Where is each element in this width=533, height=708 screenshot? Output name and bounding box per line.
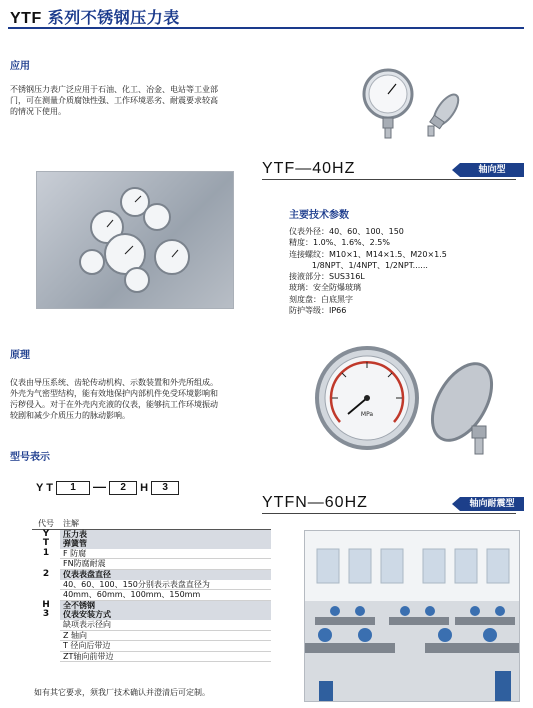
- row-code: [32, 620, 60, 630]
- principle-heading: 原理: [10, 350, 30, 361]
- row-desc: 40mm、60mm、100mm、150mm: [60, 590, 271, 601]
- product-40hz-rule: [262, 179, 516, 180]
- product-60hz-name: YTFN—60HZ: [262, 494, 368, 511]
- row-desc: 压力表: [60, 529, 271, 539]
- code-box-3: 3: [151, 481, 179, 495]
- row-desc: 40、60、100、150分别表示表盘直径为: [60, 580, 271, 590]
- product-60hz-tag-tail: [452, 497, 460, 511]
- table-row: [32, 559, 271, 570]
- table-header-row: [32, 519, 271, 529]
- code-box-2: 2: [109, 481, 137, 495]
- table-row: [32, 651, 271, 662]
- principle-line: 外壳为气密型结构，能有效地保护内部机件免受环境影响和: [10, 389, 218, 398]
- row-code: Y: [42, 528, 50, 539]
- product-40hz-tag: 轴向型: [460, 163, 524, 177]
- table-row: [32, 620, 271, 630]
- gauge-40hz-photo: [358, 66, 478, 146]
- model-code-heading: 型号表示: [10, 452, 50, 463]
- header-code: 代号: [38, 519, 54, 528]
- product-40hz-name: YTF—40HZ: [262, 160, 356, 177]
- row-desc: T 径向后带边: [60, 641, 271, 652]
- spec-line: 玻璃：安全防爆玻璃: [289, 283, 361, 293]
- spec-line: 接液部分：SUS316L: [289, 272, 365, 282]
- application-heading: 应用: [10, 61, 30, 72]
- row-desc: 仪表安装方式: [60, 610, 271, 620]
- spec-line: 1/8NPT、1/4NPT、1/2NPT......: [289, 260, 428, 270]
- model-code-table: [32, 519, 271, 662]
- model-code-formula: [36, 479, 179, 495]
- title-rule: [8, 27, 524, 29]
- principle-line: 较剧和减少介质压力的脉动影响。: [10, 411, 130, 420]
- table-row: [32, 600, 271, 610]
- row-desc: Z 轴向: [60, 630, 271, 641]
- title-model: YTF: [10, 10, 42, 27]
- factory-photo: [304, 530, 520, 702]
- row-desc: 全不锈钢: [60, 600, 271, 610]
- code-prefix: Y T: [36, 482, 53, 494]
- specs-heading: 主要技术参数: [289, 210, 349, 221]
- product-60hz-tag: 轴向耐震型: [460, 497, 524, 511]
- row-code: 3: [42, 609, 50, 620]
- code-h: H: [140, 482, 149, 494]
- spec-line: 连接螺纹：M10×1、M14×1.5、M20×1.5: [289, 249, 447, 259]
- code-dash: —: [93, 479, 107, 494]
- table-row: [32, 549, 271, 559]
- application-line: 的情况下使用。: [10, 107, 66, 116]
- gauge-60hz-illustration: [312, 340, 512, 465]
- spec-line: 刻度盘：白底黑字: [289, 294, 353, 304]
- principle-line: 仪表由导压系统、齿轮传动机构、示数装置和外壳所组成。: [10, 378, 218, 387]
- row-code: [32, 559, 60, 570]
- row-code: T: [42, 538, 50, 549]
- code-box-1: 1: [56, 481, 90, 495]
- product-60hz-rule: [262, 513, 516, 514]
- product-40hz-tag-tail: [452, 163, 460, 177]
- spec-line: 防护等级：IP66: [289, 306, 347, 316]
- spec-line: 仪表外径：40、60、100、150: [289, 227, 404, 236]
- application-line: 门，可在测量介质腐蚀性强、工作环境恶劣、耐震要求较高: [10, 96, 218, 105]
- spec-line: 精度：1.0%、1.6%、2.5%: [289, 238, 390, 248]
- row-desc: ZT轴向前带边: [60, 651, 271, 662]
- table-row: [32, 539, 271, 549]
- table-row: [32, 569, 271, 579]
- row-code: H: [42, 599, 50, 610]
- principle-body: [10, 377, 270, 421]
- row-code: [32, 641, 60, 652]
- table-row: [32, 610, 271, 620]
- row-desc: 弹簧管: [60, 539, 271, 549]
- title-text: 系列不锈钢压力表: [47, 8, 180, 27]
- row-desc: F 防腐: [60, 549, 271, 559]
- row-desc: 仪表表盘直径: [60, 569, 271, 579]
- row-code: 1: [42, 548, 50, 559]
- factory-illustration: [305, 531, 519, 701]
- footnote: 如有其它要求，须我厂技术确认并澄清后可定制。: [34, 688, 210, 697]
- header-desc: 注解: [63, 519, 79, 528]
- table-row: [32, 580, 271, 590]
- row-code: [32, 630, 60, 641]
- table-row: [32, 630, 271, 641]
- table-row: [32, 590, 271, 601]
- application-body: [10, 84, 260, 117]
- gauge-60hz-photo: [312, 340, 512, 465]
- gauge-group-illustration: [37, 172, 233, 308]
- row-desc: 缺项表示径向: [60, 620, 271, 630]
- specs-list: [289, 226, 519, 316]
- principle-line: 污秽侵入。对于在外壳内充液的仪表，能够抗工作环境振动: [10, 400, 218, 409]
- table-row: [32, 641, 271, 652]
- row-code: [32, 580, 60, 590]
- gauge-40hz-illustration: [358, 66, 478, 146]
- row-desc: FN防腐耐震: [60, 559, 271, 570]
- gauge-group-photo: [36, 171, 234, 309]
- row-code: [32, 590, 60, 601]
- page-title: [10, 5, 180, 28]
- row-code: [32, 651, 60, 662]
- dial-unit: MPa: [360, 411, 374, 418]
- row-code: 2: [42, 568, 50, 579]
- application-line: 不锈钢压力表广泛应用于石油、化工、冶金、电站等工业部: [10, 85, 218, 94]
- table-row: [32, 529, 271, 539]
